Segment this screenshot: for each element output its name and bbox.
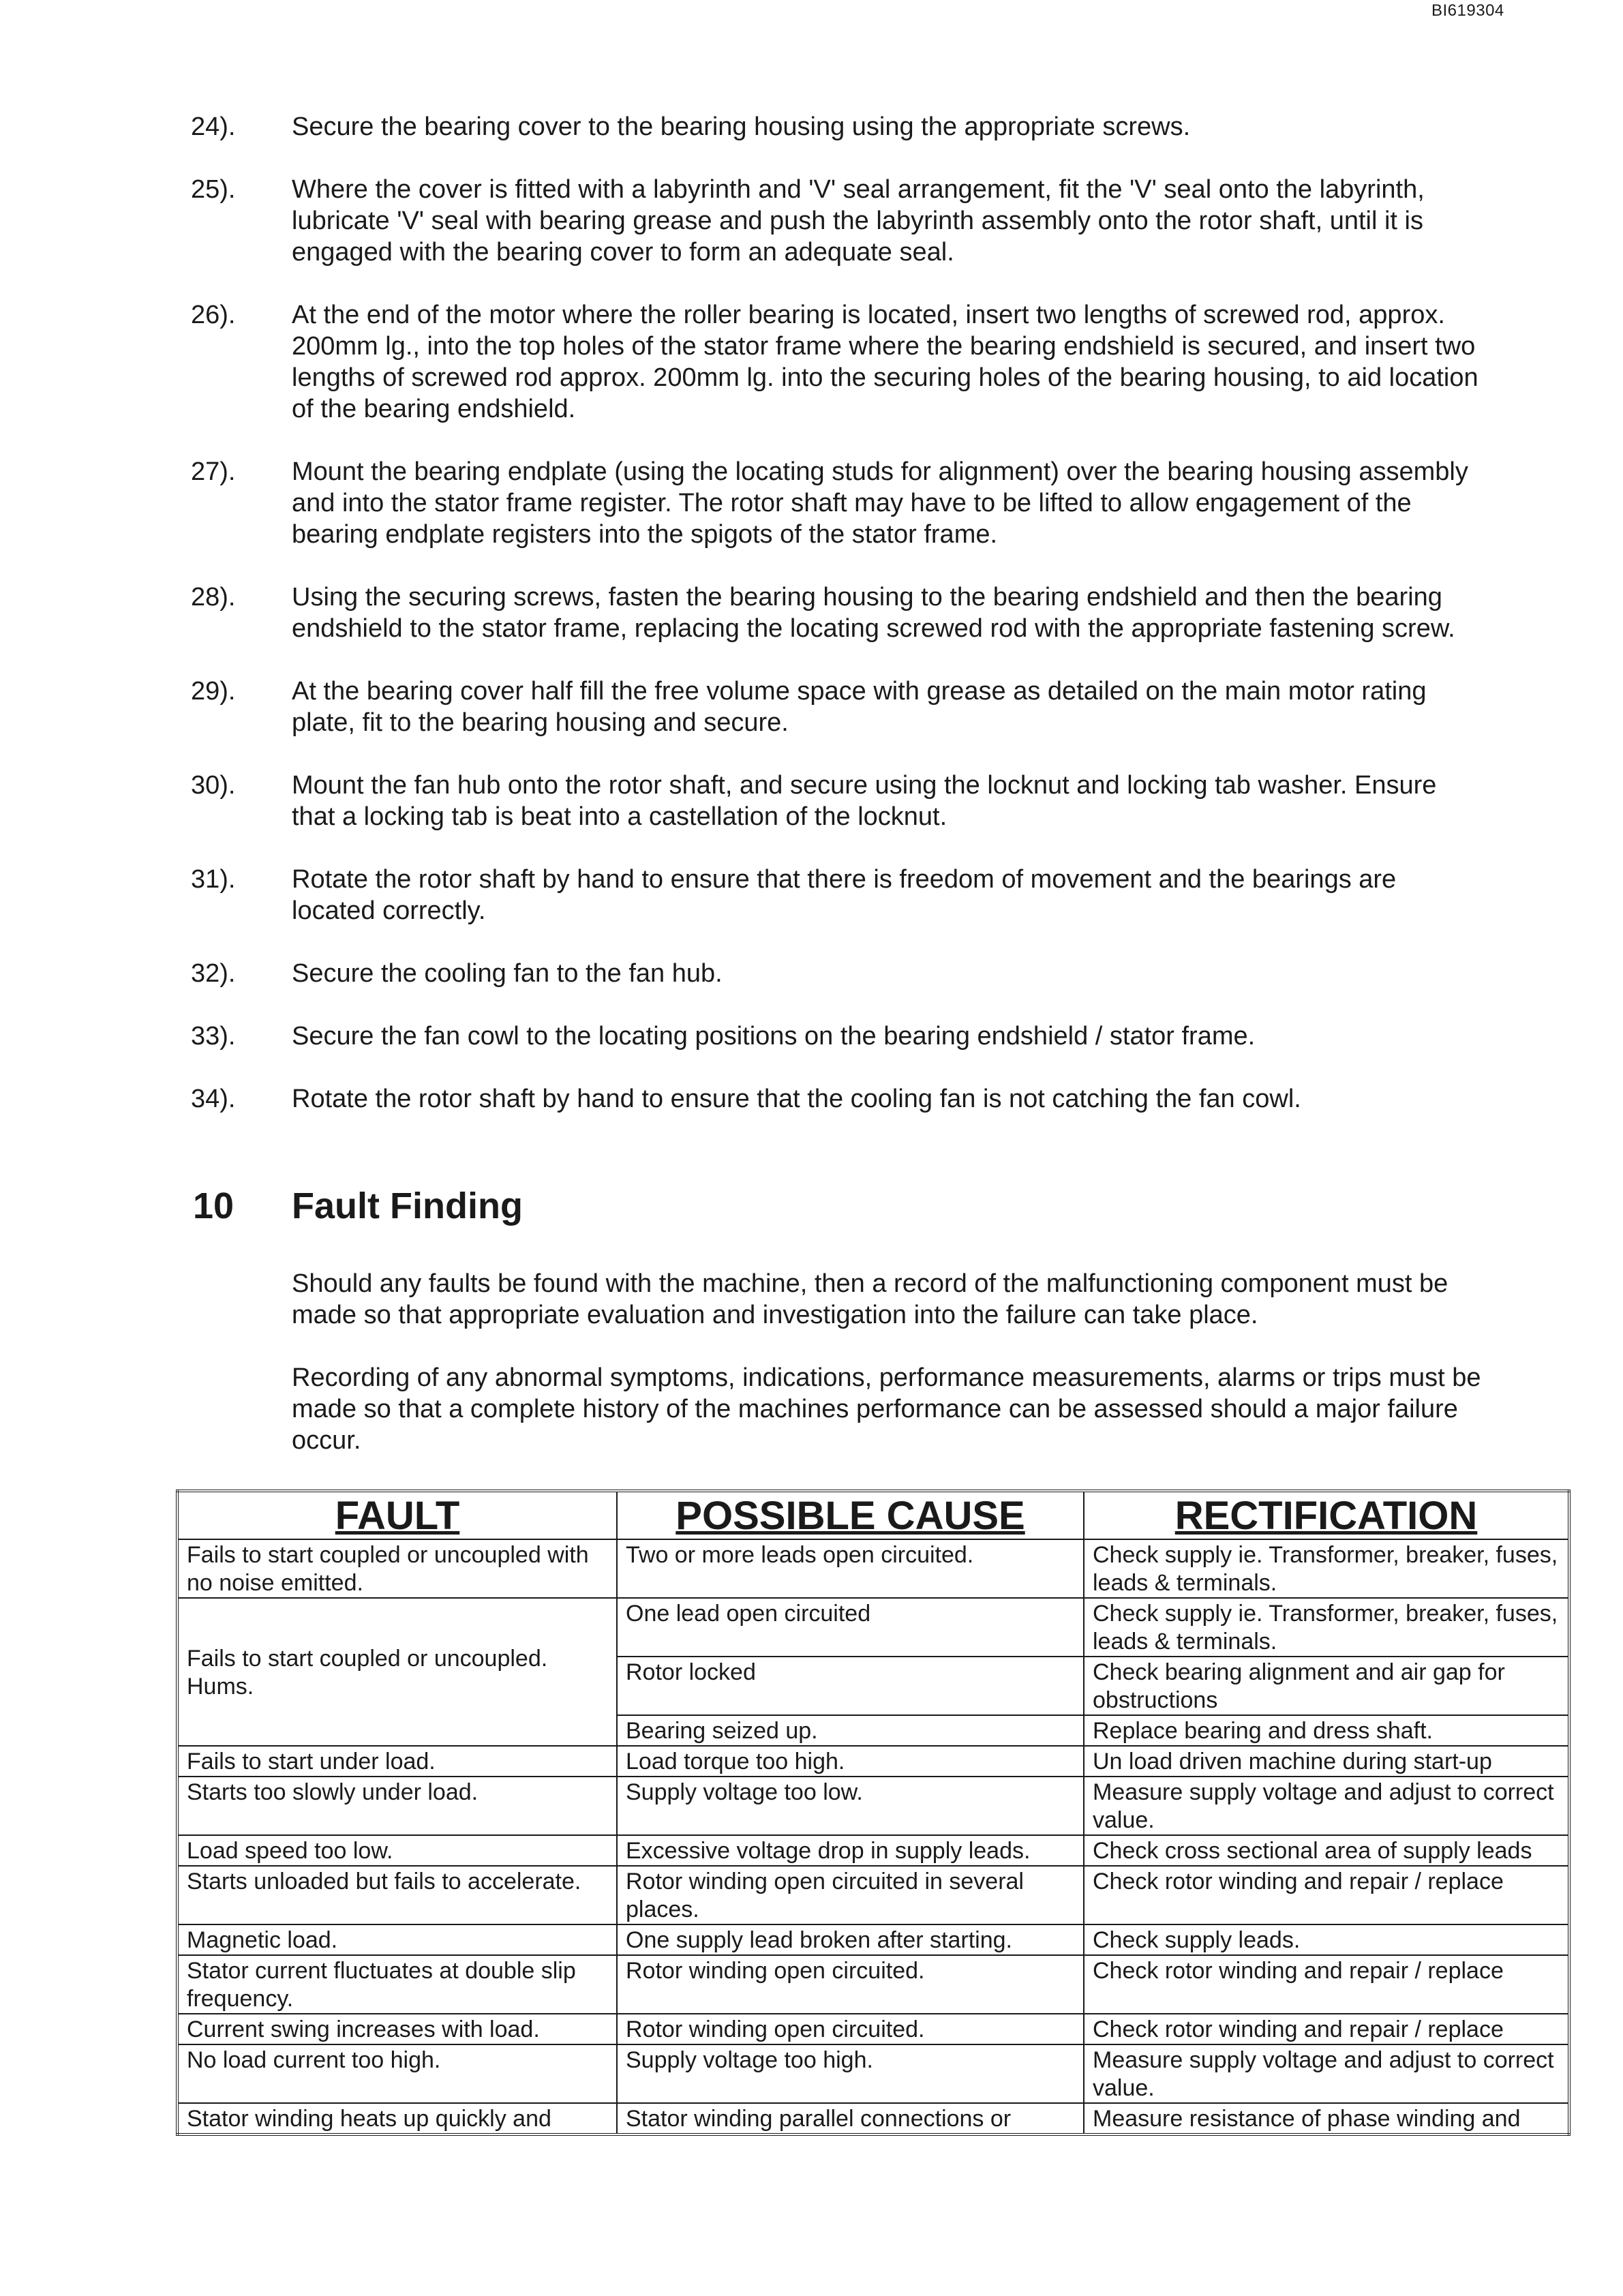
fault-cell: Load speed too low. (177, 1835, 617, 1866)
rectification-cell: Un load driven machine during start-up (1084, 1746, 1569, 1777)
cause-cell: Rotor winding open circuited in several places. (617, 1866, 1084, 1924)
fault-finding-table (176, 1490, 1571, 2136)
table-row (177, 1866, 1569, 1924)
step-text: Rotate the rotor shaft by hand to ensure that there is freedom of movement and the bearings are located correctly. (292, 865, 1397, 925)
step-text: Mount the fan hub onto the rotor shaft, and secure using the locknut and locking tab washer. Ensure that a locking tab is beat into a castellation of the locknut. (292, 771, 1437, 831)
section-number: 10 (193, 1185, 234, 1226)
step-text: At the bearing cover half fill the free volume space with grease as detailed on the main motor rating plate, fit to the bearing housing and secure. (292, 677, 1427, 737)
cause-cell: Supply voltage too high. (617, 2044, 1084, 2103)
step-number: 28). (191, 583, 236, 611)
step-number: 31). (191, 865, 236, 894)
fault-cell: Starts unloaded but fails to accelerate. (177, 1866, 617, 1924)
table-header-row (177, 1491, 1569, 1539)
step-25 (191, 174, 1486, 268)
rectification-cell: Check bearing alignment and air gap for obstructions (1084, 1657, 1569, 1715)
fault-cell: Stator winding heats up quickly and (177, 2103, 617, 2134)
document-reference: BI619304 (1431, 1, 1504, 20)
section-heading (193, 1185, 523, 1227)
rectification-cell: Measure supply voltage and adjust to correct value. (1084, 2044, 1569, 2103)
intro-paragraph: Should any faults be found with the machine, then a record of the malfunctioning component must be made so that appropriate evaluation and investigation into the failure can take place. (292, 1269, 1448, 1329)
step-number: 34). (191, 1085, 236, 1113)
step-26 (191, 299, 1486, 425)
section-intro (292, 1268, 1491, 1487)
fault-cell: Fails to start coupled or uncoupled. Hums. (177, 1598, 617, 1746)
table-row (177, 1539, 1569, 1598)
cause-cell: Two or more leads open circuited. (617, 1539, 1084, 1598)
step-33 (191, 1021, 1486, 1052)
step-34 (191, 1083, 1486, 1115)
step-31 (191, 864, 1486, 926)
table-row (177, 1598, 1569, 1657)
rectification-cell: Check rotor winding and repair / replace (1084, 1866, 1569, 1924)
rectification-cell: Check supply leads. (1084, 1924, 1569, 1955)
table-row (177, 1924, 1569, 1955)
step-number: 32). (191, 959, 236, 988)
step-text: Where the cover is fitted with a labyrinth and 'V' seal arrangement, fit the 'V' seal onto the labyrinth, lubricate 'V' seal with bearing grease and push the labyrinth assembly onto the rotor shaft, until it is engaged with the bearing cover to form an adequate seal. (292, 175, 1425, 267)
step-30 (191, 770, 1486, 832)
cause-cell: Rotor winding open circuited. (617, 1955, 1084, 2014)
rectification-cell: Measure supply voltage and adjust to correct value. (1084, 1777, 1569, 1835)
fault-cell: Starts too slowly under load. (177, 1777, 617, 1835)
fault-cell: Current swing increases with load. (177, 2014, 617, 2044)
step-number: 27). (191, 457, 236, 486)
step-number: 24). (191, 112, 236, 141)
table-row (177, 1746, 1569, 1777)
step-29 (191, 676, 1486, 738)
cause-cell: Supply voltage too low. (617, 1777, 1084, 1835)
step-32 (191, 958, 1486, 989)
fault-cell: Stator current fluctuates at double slip frequency. (177, 1955, 617, 2014)
step-28 (191, 581, 1486, 644)
step-text: Secure the bearing cover to the bearing housing using the appropriate screws. (292, 112, 1191, 141)
column-header-rectification: RECTIFICATION (1084, 1491, 1569, 1539)
cause-cell: Rotor winding open circuited. (617, 2014, 1084, 2044)
cause-cell: Stator winding parallel connections or (617, 2103, 1084, 2134)
rectification-cell: Check cross sectional area of supply leads (1084, 1835, 1569, 1866)
step-number: 33). (191, 1022, 236, 1051)
column-header-fault: FAULT (177, 1491, 617, 1539)
step-text: Secure the cooling fan to the fan hub. (292, 959, 723, 988)
cause-cell: One supply lead broken after starting. (617, 1924, 1084, 1955)
step-text: Rotate the rotor shaft by hand to ensure that the cooling fan is not catching the fan cowl. (292, 1085, 1301, 1113)
step-text: Using the securing screws, fasten the bearing housing to the bearing endshield and then the bearing endshield to the stator frame, replacing the locating screwed rod with the appropriate fastening screw. (292, 583, 1455, 643)
cause-cell: Excessive voltage drop in supply leads. (617, 1835, 1084, 1866)
table-row (177, 1955, 1569, 2014)
step-number: 25). (191, 175, 236, 204)
step-number: 29). (191, 677, 236, 706)
procedure-steps (191, 111, 1486, 1146)
table-row (177, 1777, 1569, 1835)
table-row (177, 2044, 1569, 2103)
step-27 (191, 456, 1486, 550)
fault-cell: Fails to start under load. (177, 1746, 617, 1777)
fault-cell: No load current too high. (177, 2044, 617, 2103)
cause-cell: Rotor locked (617, 1657, 1084, 1715)
step-text: Secure the fan cowl to the locating positions on the bearing endshield / stator frame. (292, 1022, 1256, 1051)
table-row (177, 1835, 1569, 1866)
step-text: At the end of the motor where the roller bearing is located, insert two lengths of screwed rod, approx. 200mm lg., into the top holes of the stator frame where the bearing endshield is secured, and insert two lengths of screwed rod approx. 200mm lg. into the securing holes of the bearing housing, to aid location of the bearing endshield. (292, 301, 1478, 423)
rectification-cell: Check supply ie. Transformer, breaker, fuses, leads & terminals. (1084, 1598, 1569, 1657)
cause-cell: Load torque too high. (617, 1746, 1084, 1777)
cause-cell: One lead open circuited (617, 1598, 1084, 1657)
intro-paragraph: Recording of any abnormal symptoms, indications, performance measurements, alarms or trips must be made so that a complete history of the machines performance can be assessed should a major failure occur. (292, 1363, 1481, 1455)
rectification-cell: Check rotor winding and repair / replace (1084, 2014, 1569, 2044)
step-number: 26). (191, 301, 236, 329)
fault-cell: Fails to start coupled or uncoupled with no noise emitted. (177, 1539, 617, 1598)
fault-cell: Magnetic load. (177, 1924, 617, 1955)
rectification-cell: Replace bearing and dress shaft. (1084, 1715, 1569, 1746)
rectification-cell: Measure resistance of phase winding and (1084, 2103, 1569, 2134)
rectification-cell: Check supply ie. Transformer, breaker, fuses, leads & terminals. (1084, 1539, 1569, 1598)
step-text: Mount the bearing endplate (using the locating studs for alignment) over the bearing housing assembly and into the stator frame register. The rotor shaft may have to be lifted to allow engagement of the bearing endplate registers into the spigots of the stator frame. (292, 457, 1468, 549)
section-title: Fault Finding (292, 1185, 523, 1226)
table-row (177, 2014, 1569, 2044)
rectification-cell: Check rotor winding and repair / replace (1084, 1955, 1569, 2014)
cause-cell: Bearing seized up. (617, 1715, 1084, 1746)
step-24 (191, 111, 1486, 142)
table-row (177, 2103, 1569, 2134)
step-number: 30). (191, 771, 236, 800)
column-header-cause: POSSIBLE CAUSE (617, 1491, 1084, 1539)
